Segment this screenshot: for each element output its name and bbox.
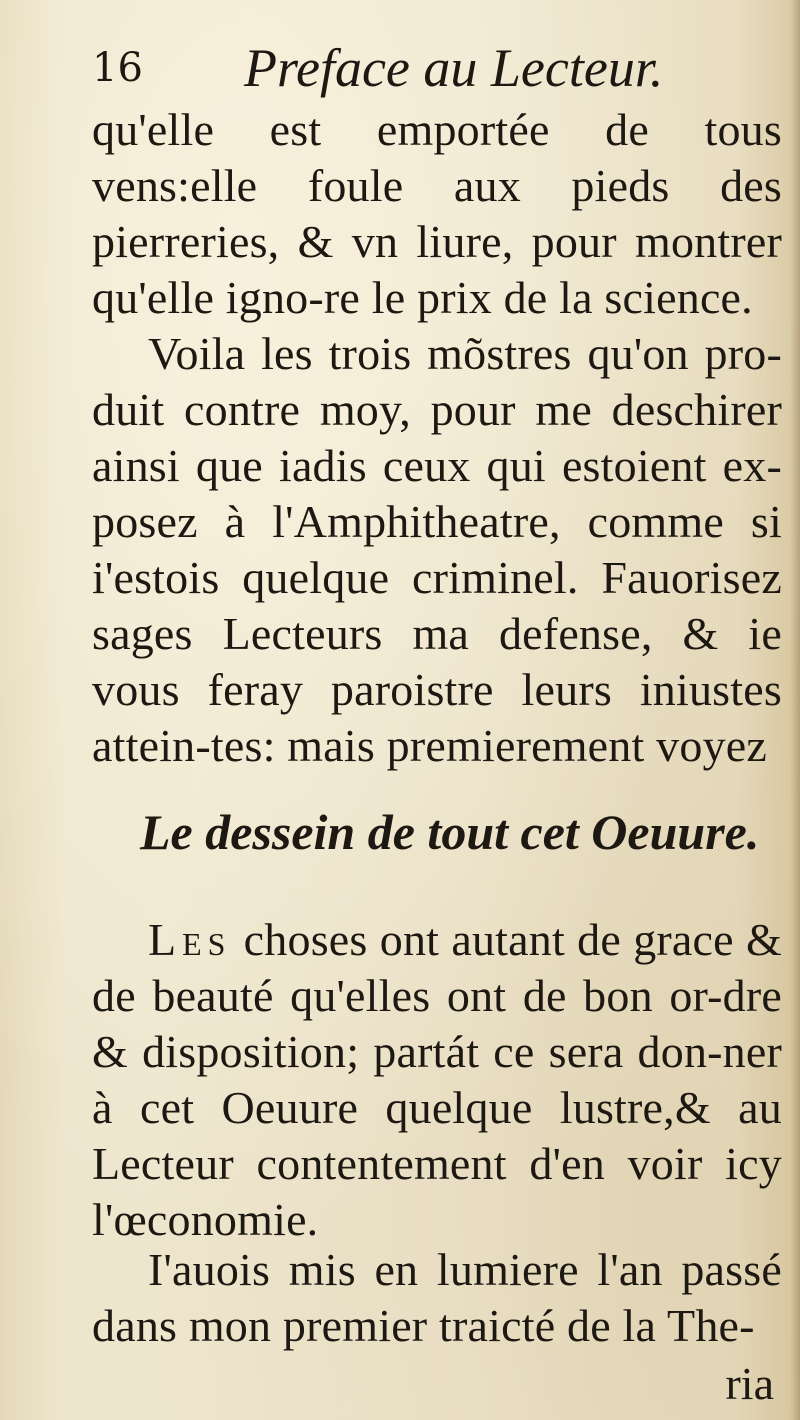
last-paragraph: I'auois mis en lumiere l'an passé dans mon premier traicté de la The- [92, 1244, 782, 1351]
section-paragraph [92, 912, 782, 1248]
section-paragraph-text: choses ont autant de grace & de beauté qu'elles ont de bon or-dre & disposition; partát ce sera don-ner à cet Oeuure quelque lustre,& au Lecteur contentement d'en voir icy l'œconomie. [92, 914, 782, 1245]
page-edge-shadow [790, 0, 800, 1420]
running-head: Preface au Lecteur. [244, 38, 664, 98]
paragraph-1: qu'elle est emportée de tous vens:elle foule aux pieds des pierreries, & vn liure, pour montrer qu'elle igno-re le prix de la science. [92, 104, 782, 323]
catchword: ria [725, 1358, 774, 1409]
section-title: Le dessein de tout cet Oeuure. [140, 804, 760, 860]
page-number: 16 [92, 45, 143, 91]
paragraph-2: Voila les trois mõstres qu'on pro-duit contre moy, pour me deschirer ainsi que iadis ceux qui estoient ex-posez à l'Amphitheatre, comme si i'estois quelque criminel. Fauorisez sages Lecteurs ma defense, & ie vous feray paroistre leurs iniustes attein-tes: mais premierement voyez [92, 328, 782, 771]
page-header [92, 36, 732, 100]
section-lead-word: Les [148, 914, 232, 965]
